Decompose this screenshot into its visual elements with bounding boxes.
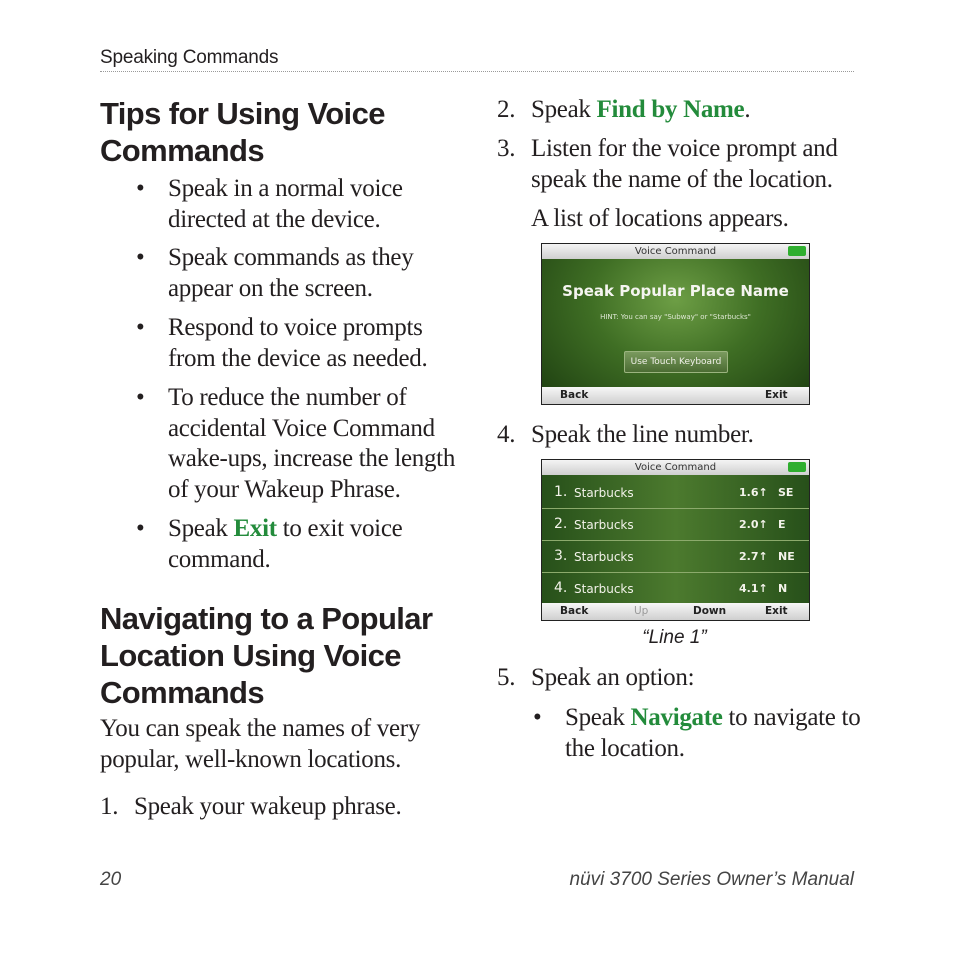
back-button: Back	[560, 389, 589, 401]
step-number: 3.	[497, 135, 516, 162]
step-text: Speak your wakeup phrase.	[134, 793, 402, 820]
bullet-glyph: •	[136, 244, 145, 271]
tip-text: Speak Exit to exit voice command.	[168, 515, 403, 573]
screen-title: Voice Command	[634, 462, 717, 473]
step-text: Speak Find by Name.	[531, 96, 751, 123]
screen-bottom-bar	[542, 387, 809, 404]
option-text: Speak Navigate to navigate to the location.	[565, 704, 861, 762]
list-item: 4. Starbucks 4.1↑ N	[554, 580, 788, 596]
page-number: 20	[100, 869, 122, 890]
step-number: 4.	[497, 421, 516, 448]
use-touch-keyboard-button: Use Touch Keyboard	[624, 351, 728, 373]
keyword-navigate: Navigate	[630, 704, 723, 731]
battery-icon	[788, 462, 806, 472]
manual-title: nüvi 3700 Series Owner’s Manual	[569, 869, 854, 890]
step-note: A list of locations appears.	[531, 205, 789, 232]
step-text: Speak the line number.	[531, 421, 754, 448]
exit-button: Exit	[765, 605, 788, 617]
step-number: 5.	[497, 664, 516, 691]
figure-caption: “Line 1”	[642, 627, 707, 648]
section-intro: You can speak the names of very popular, well-known locations.	[100, 715, 421, 773]
screen-bottom-bar	[542, 603, 809, 620]
keyword-exit: Exit	[233, 515, 277, 542]
exit-button: Exit	[765, 389, 788, 401]
down-button: Down	[693, 605, 727, 617]
list-item: 2. Starbucks 2.0↑ E	[542, 508, 809, 541]
screen-title: Voice Command	[634, 246, 717, 257]
bullet-glyph: •	[533, 704, 542, 731]
screen-title-bar	[542, 244, 809, 259]
bullet-glyph: •	[136, 314, 145, 341]
keyword-find-by-name: Find by Name	[596, 96, 745, 123]
tip-text: Speak commands as they appear on the screen.	[168, 244, 414, 302]
up-button: Up	[634, 605, 649, 617]
tip-text: To reduce the number of accidental Voice Command wake-ups, increase the length of your Wakeup Phrase.	[168, 384, 456, 503]
list-item: 3. Starbucks 2.7↑ NE	[542, 540, 809, 573]
bullet-glyph: •	[136, 175, 145, 202]
bullet-glyph: •	[136, 515, 145, 542]
screen-hint: HINT: You can say "Subway" or "Starbucks"	[600, 313, 751, 321]
section-heading-tips: Tips for Using Voice Commands	[100, 96, 385, 168]
device-screen-location-list	[541, 459, 810, 621]
step-text: Listen for the voice prompt and speak the name of the location.	[531, 135, 838, 193]
list-item: 1. Starbucks 1.6↑ SE	[542, 476, 809, 509]
running-head: Speaking Commands	[100, 47, 279, 68]
step-number: 1.	[100, 793, 119, 820]
tip-text: Speak in a normal voice directed at the device.	[168, 175, 403, 233]
device-screen-voice-command	[541, 243, 810, 405]
step-text: Speak an option:	[531, 664, 695, 691]
header-divider	[100, 71, 854, 72]
bullet-glyph: •	[136, 384, 145, 411]
step-number: 2.	[497, 96, 516, 123]
section-heading-navigating: Navigating to a Popular Location Using Voice Commands	[100, 601, 433, 710]
back-button: Back	[560, 605, 589, 617]
tip-text: Respond to voice prompts from the device as needed.	[168, 314, 428, 372]
battery-icon	[788, 246, 806, 256]
screen-prompt: Speak Popular Place Name	[562, 282, 789, 300]
screen-title-bar	[542, 460, 809, 475]
